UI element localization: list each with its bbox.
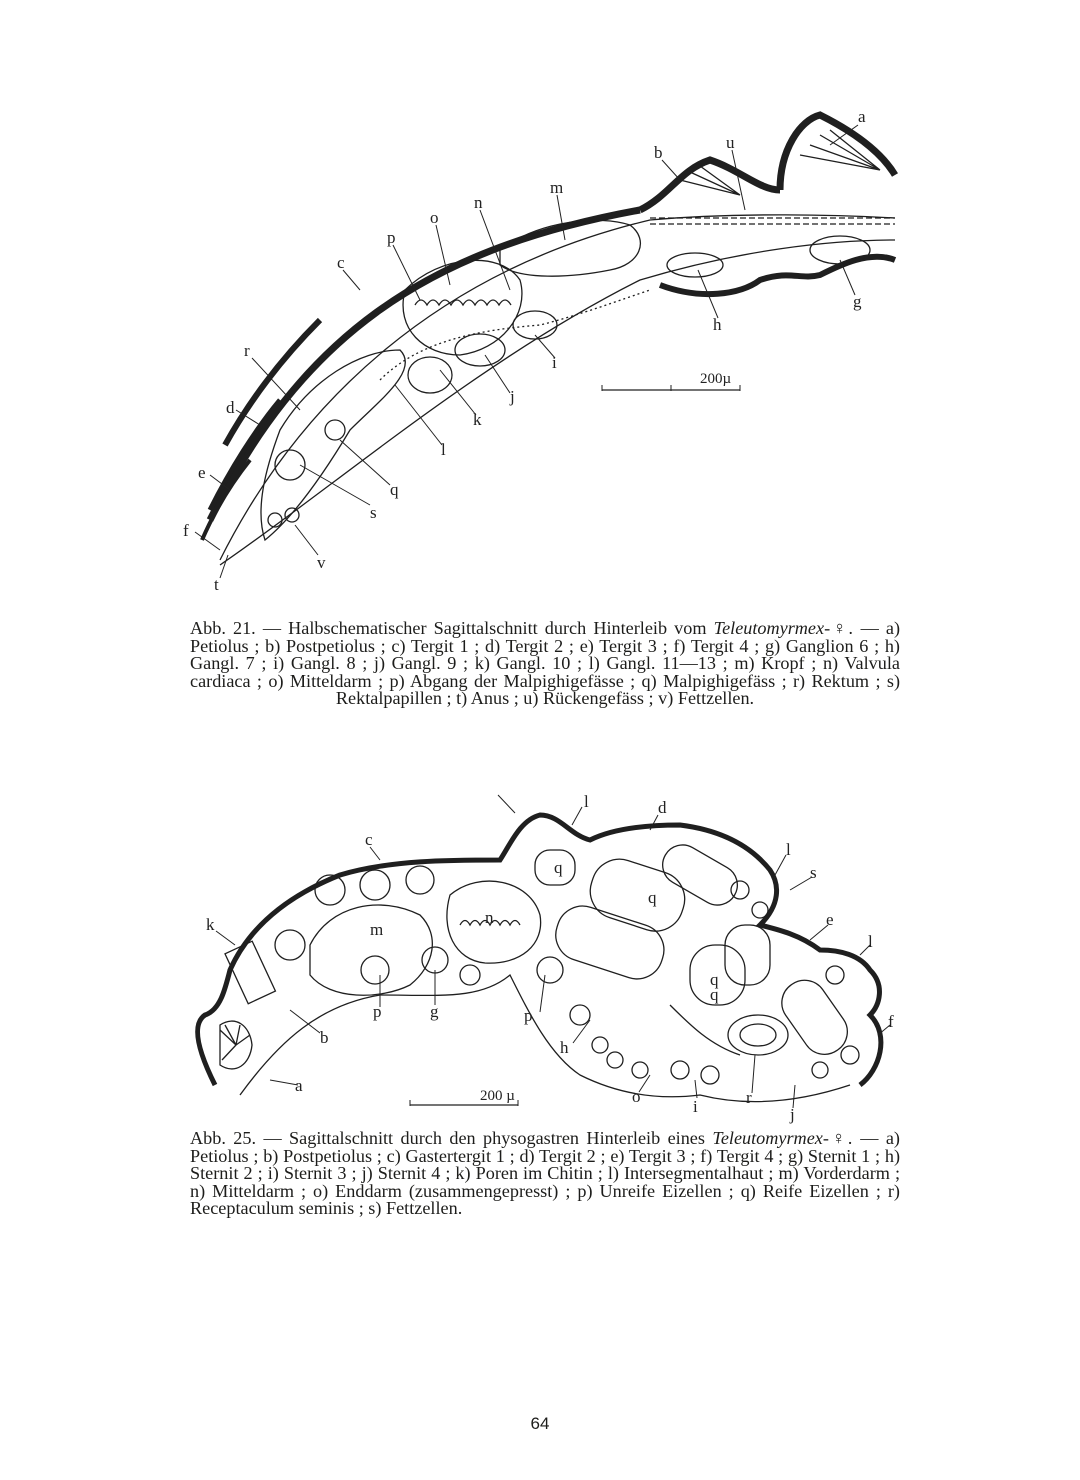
label-d: d bbox=[658, 798, 667, 817]
tergit-c-plate bbox=[210, 210, 640, 520]
label-s: s bbox=[810, 863, 817, 882]
immature-egg bbox=[422, 947, 448, 973]
label-l: l bbox=[584, 792, 589, 811]
caption-25-species: Teleutomyrmex-♀. bbox=[712, 1128, 853, 1148]
midgut-lining bbox=[415, 300, 511, 305]
label-q: q bbox=[710, 970, 719, 989]
label-n: n bbox=[485, 908, 494, 927]
mature-egg bbox=[549, 899, 671, 985]
fat-cell bbox=[731, 881, 749, 899]
figure-25-labels bbox=[206, 792, 894, 1124]
caption-25 bbox=[190, 1130, 900, 1218]
label-b: b bbox=[320, 1028, 329, 1047]
caption-25-prefix: Abb. 25. — Sagittalschnitt durch den physogastren Hinterleib eines bbox=[190, 1128, 705, 1148]
label-f: f bbox=[888, 1012, 894, 1031]
scale-label-25: 200 µ bbox=[480, 1088, 515, 1104]
label-u: u bbox=[726, 133, 735, 152]
fat-cell bbox=[592, 1037, 608, 1053]
label-r: r bbox=[244, 341, 250, 360]
immature-egg bbox=[570, 1005, 590, 1025]
label-m: m bbox=[370, 920, 384, 939]
label-q: q bbox=[710, 985, 719, 1004]
label-o: o bbox=[632, 1087, 641, 1106]
fat-cell bbox=[812, 1062, 828, 1078]
fat-cell bbox=[607, 1052, 623, 1068]
ganglion-6 bbox=[810, 236, 870, 264]
label-q: q bbox=[554, 858, 563, 877]
label-j: j bbox=[790, 1105, 795, 1124]
petiolus-muscle-fan bbox=[800, 130, 880, 170]
label-p: p bbox=[524, 1006, 533, 1025]
fat-cell bbox=[285, 508, 299, 522]
caption-21-prefix: Abb. 21. — Halbschematischer Sagittalschnitt durch Hinterleib vom bbox=[190, 618, 707, 638]
label-j: j bbox=[510, 387, 515, 406]
immature-egg bbox=[361, 956, 389, 984]
label-a: a bbox=[295, 1076, 303, 1095]
figure-21-sagittal-section bbox=[180, 100, 920, 610]
label-e: e bbox=[826, 910, 834, 929]
immature-egg bbox=[537, 957, 563, 983]
label-a: a bbox=[858, 107, 866, 126]
label-d: d bbox=[226, 398, 235, 417]
body-dorsal-line bbox=[220, 215, 895, 560]
midgut bbox=[447, 881, 541, 963]
label-f: f bbox=[183, 521, 189, 540]
immature-egg bbox=[275, 930, 305, 960]
scale-bar-25 bbox=[410, 1088, 518, 1106]
caption-21-species: Teleutomyrmex-♀. bbox=[713, 618, 854, 638]
figure-25-drawing bbox=[180, 785, 910, 1130]
label-q: q bbox=[390, 480, 399, 499]
tergit-f-plate bbox=[202, 460, 250, 540]
scale-label-21: 200µ bbox=[700, 371, 732, 387]
foregut bbox=[310, 905, 432, 995]
label-o: o bbox=[430, 208, 439, 227]
label-k: k bbox=[206, 915, 215, 934]
figure-21-drawing bbox=[180, 100, 920, 610]
figure-25-sagittal-section bbox=[180, 785, 910, 1130]
mature-egg bbox=[725, 925, 770, 985]
dorsal-vessel bbox=[650, 218, 895, 224]
ventral-outline bbox=[240, 975, 850, 1102]
label-k: k bbox=[473, 410, 482, 429]
scale-bar-21 bbox=[602, 371, 740, 391]
ganglion-chain bbox=[380, 290, 650, 380]
label-l: l bbox=[441, 440, 446, 459]
mature-egg bbox=[655, 838, 744, 913]
label-c: c bbox=[337, 253, 345, 272]
label-h: h bbox=[560, 1038, 569, 1057]
receptaculum-seminis-inner bbox=[740, 1024, 776, 1046]
caption-21 bbox=[190, 620, 900, 708]
label-t: t bbox=[214, 575, 219, 594]
fat-cell bbox=[671, 1061, 689, 1079]
label-s: s bbox=[370, 503, 377, 522]
receptaculum-seminis bbox=[728, 1015, 788, 1055]
label-g: g bbox=[853, 292, 862, 311]
label-h: h bbox=[713, 315, 722, 334]
rectal-papilla bbox=[325, 420, 345, 440]
immature-egg bbox=[460, 965, 480, 985]
label-g: g bbox=[430, 1002, 439, 1021]
label-p: p bbox=[373, 1002, 382, 1021]
caption-21-body: — a) Petiolus ; b) Postpetiolus ; c) Tergit 1 ; d) Tergit 2 ; e) Tergit 3 ; f) Tergit 4 ; g) Ganglion 6 ; h) Gangl. 7 ; i) Gangl. 8 ; j) Gangl. 9 ; k) Gangl. 10 ; l) Gangl. 11—13 ; m) Kropf ; n) Valvula cardiaca ; o) Mitteldarm ; p) Abgang der Malpighigefässe ; q) Malpighigefäss ; r) Rektum ; s) Rektalpapillen ; t) Anus ; u) Rückengefäss ; v) Fettzellen. bbox=[190, 618, 901, 708]
label-n: n bbox=[474, 193, 483, 212]
caption-25-body: — a) Petiolus ; b) Postpetiolus ; c) Gastertergit 1 ; d) Tergit 2 ; e) Tergit 3 ; f) Tergit 4 ; g) Sternit 1 ; h) Sternit 2 ; i) Sternit 3 ; j) Sternit 4 ; k) Poren im Chitin ; l) Intersegmentalhaut ; m) Vorderdarm ; n) Mitteldarm ; o) Enddarm (zusammengepresst) ; p) Unreife Eizellen ; q) Reife Eizellen ; r) Receptaculum seminis ; s) Fettzellen. bbox=[190, 1128, 900, 1218]
label-l: l bbox=[786, 840, 791, 859]
label-e: e bbox=[198, 463, 206, 482]
fat-cell bbox=[632, 1062, 648, 1078]
label-b: b bbox=[654, 143, 663, 162]
chitin-pores bbox=[225, 941, 275, 1004]
label-i: i bbox=[552, 353, 557, 372]
body-ventral-line bbox=[220, 240, 895, 565]
label-p: p bbox=[387, 228, 396, 247]
outer-cuticle bbox=[198, 815, 881, 1085]
ganglion-8 bbox=[513, 311, 557, 339]
fat-cell bbox=[826, 966, 844, 984]
immature-egg bbox=[360, 870, 390, 900]
mature-egg bbox=[583, 852, 692, 938]
label-q: q bbox=[648, 888, 657, 907]
fat-cell bbox=[701, 1066, 719, 1084]
petiolus-fan-lines bbox=[220, 1025, 250, 1060]
label-r: r bbox=[746, 1088, 752, 1107]
label-i: i bbox=[693, 1097, 698, 1116]
petiolus-outline bbox=[780, 115, 895, 190]
page-number: 64 bbox=[530, 1414, 550, 1433]
tergit-d-plate bbox=[225, 320, 320, 445]
ganglion-10 bbox=[408, 357, 452, 393]
label-m: m bbox=[550, 178, 564, 197]
immature-egg bbox=[406, 866, 434, 894]
ventral-outline bbox=[660, 257, 895, 294]
label-l: l bbox=[868, 932, 873, 951]
label-c: c bbox=[365, 830, 373, 849]
postpetiolus-outline bbox=[640, 160, 780, 210]
fat-cell bbox=[752, 902, 768, 918]
fat-cell bbox=[841, 1046, 859, 1064]
label-v: v bbox=[317, 553, 326, 572]
